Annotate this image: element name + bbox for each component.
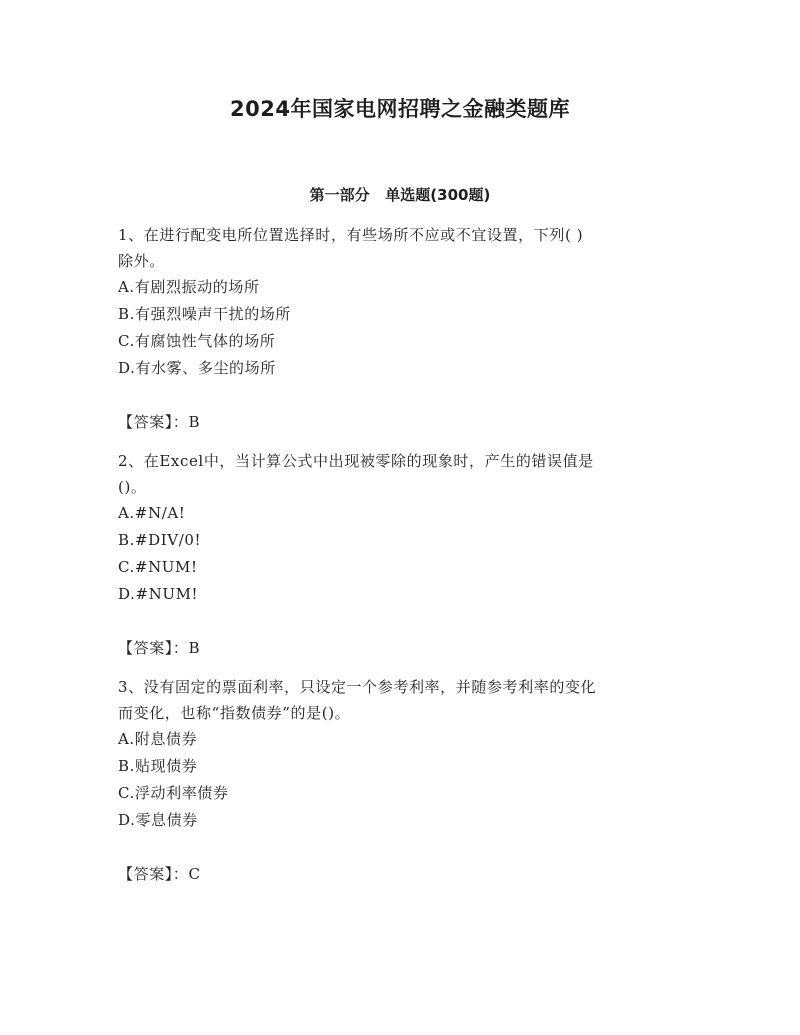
option-a: A.附息债券 bbox=[118, 730, 198, 748]
question-spacer bbox=[118, 435, 688, 448]
option-c: C.浮动利率债券 bbox=[118, 784, 229, 802]
answer-line: 【答案】：B bbox=[118, 639, 201, 657]
question-spacer bbox=[118, 661, 688, 674]
answer-line: 【答案】：B bbox=[118, 413, 201, 431]
answer-line: 【答案】：C bbox=[118, 865, 201, 883]
question-stem-line: 而变化，也称“指数债券”的是()。 bbox=[118, 704, 351, 722]
option-c: C.#NUM! bbox=[118, 558, 198, 576]
question-stem-line: 除外。 bbox=[118, 252, 165, 270]
option-d: D.#NUM! bbox=[118, 585, 199, 603]
section-title: 第一部分 单选题(300题) bbox=[309, 186, 491, 204]
question-stem-line: 1、在进行配变电所位置选择时，有些场所不应或不宜设置，下列( ) bbox=[118, 226, 584, 244]
option-a: A.有剧烈振动的场所 bbox=[118, 278, 260, 296]
option-d: D.有水雾、多尘的场所 bbox=[118, 359, 276, 377]
question-stem-line: ()。 bbox=[118, 478, 147, 496]
document-title: 2024年国家电网招聘之金融类题库 bbox=[230, 97, 570, 121]
question-2 bbox=[118, 448, 688, 661]
option-c: C.有腐蚀性气体的场所 bbox=[118, 332, 276, 350]
option-a: A.#N/A! bbox=[118, 504, 186, 522]
question-list bbox=[118, 222, 688, 887]
question-stem-line: 2、在Excel中，当计算公式中出现被零除的现象时，产生的错误值是 bbox=[118, 452, 594, 470]
question-3 bbox=[118, 674, 688, 887]
option-b: B.#DIV/0! bbox=[118, 531, 202, 549]
option-b: B.有强烈噪声干扰的场所 bbox=[118, 305, 291, 323]
option-b: B.贴现债券 bbox=[118, 757, 198, 775]
option-d: D.零息债券 bbox=[118, 811, 198, 829]
question-1 bbox=[118, 222, 688, 435]
question-stem-line: 3、没有固定的票面利率，只设定一个参考利率，并随参考利率的变化 bbox=[118, 678, 597, 696]
